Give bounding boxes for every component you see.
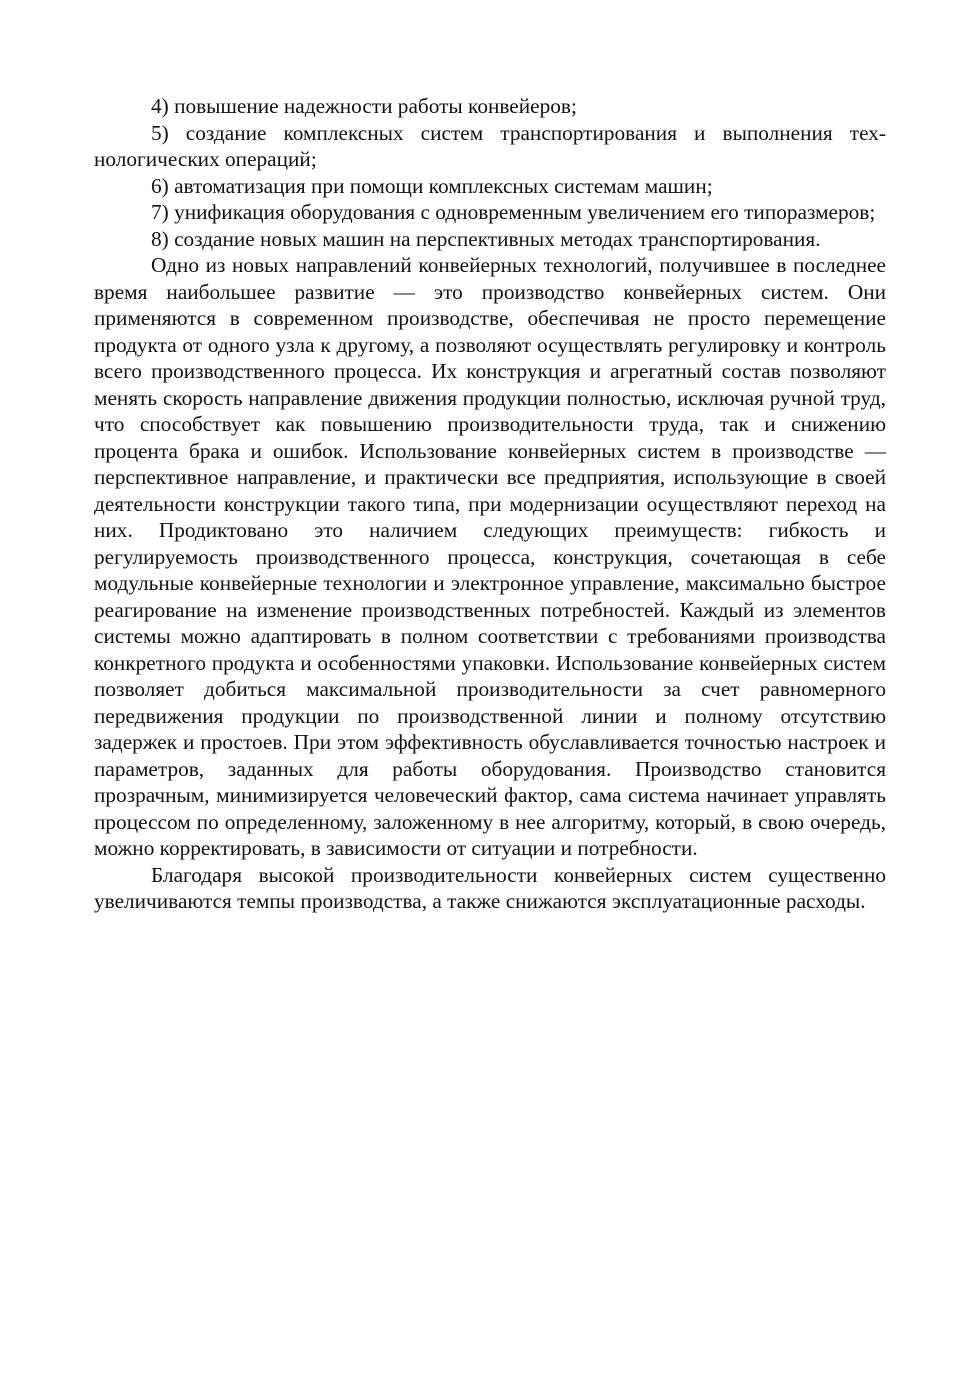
document-page <box>94 93 886 915</box>
list-item-7: 7) унификация оборудования с одновременным увеличением его типоразмеров; <box>151 200 876 224</box>
paragraph-conclusion: Благодаря высокой производительности конвейерных систем существенно увеличиваются темпы производства, а также снижаются эксплуатационные расходы. <box>94 862 886 913</box>
paragraph-conveyor-systems: Одно из новых направлений конвейерных технологий, получившее в последнее время наибольшее развитие — это производство конвейерных систем. Они применяются в современном производстве, обеспечивая не просто перемещение продукта от одного узла к другому, а позволяют осуществлять регулировку и контроль всего производственного процесса. Их конструкция и агрегатный состав позволяют менять скорость направление движения продукции полностью, исключая ручной труд, что способствует как повышению производительности труда, так и снижению процента брака и ошибок. Использование конвейерных систем в производстве — перспективное направление, и практически все предприятия, использующие в своей деятельности конструкции такого типа, при модернизации осуществляют переход на них. Продиктовано это наличием следующих преимуществ: гибкость и регулируемость производственного процесса, конструкция, сочетающая в себе модульные конвейерные технологии и электронное управление, максимально быстрое реагирование на изменение производственных потребностей. Каждый из элементов системы можно адаптировать в полном соответствии с требованиями производства конкретного продукта и особенностями упаковки. Использование конвейерных систем позволяет добиться максимальной производительности за счет равномерного передвижения продукции по производственной линии и полному отсутствию задержек и простоев. При этом эффективность обуславливается точностью настроек и параметров, заданных для работы оборудования. Производство становится прозрачным, минимизируется человеческий фактор, сама система начинает управлять процессом по определенному, заложенному в нее алгоритму, который, в свою очередь, можно корректировать, в зависимости от ситуации и потребности. <box>94 253 886 860</box>
list-item-8: 8) создание новых машин на перспективных методах транспортирования. <box>151 226 821 251</box>
list-item-6: 6) автоматизация при помощи комплексных системам машин; <box>151 173 713 198</box>
list-item-4: 4) повышение надежности работы конвейеров; <box>151 94 577 118</box>
list-item-5: 5) создание комплексных систем транспортирования и выполнения технологических операций; <box>94 120 886 171</box>
